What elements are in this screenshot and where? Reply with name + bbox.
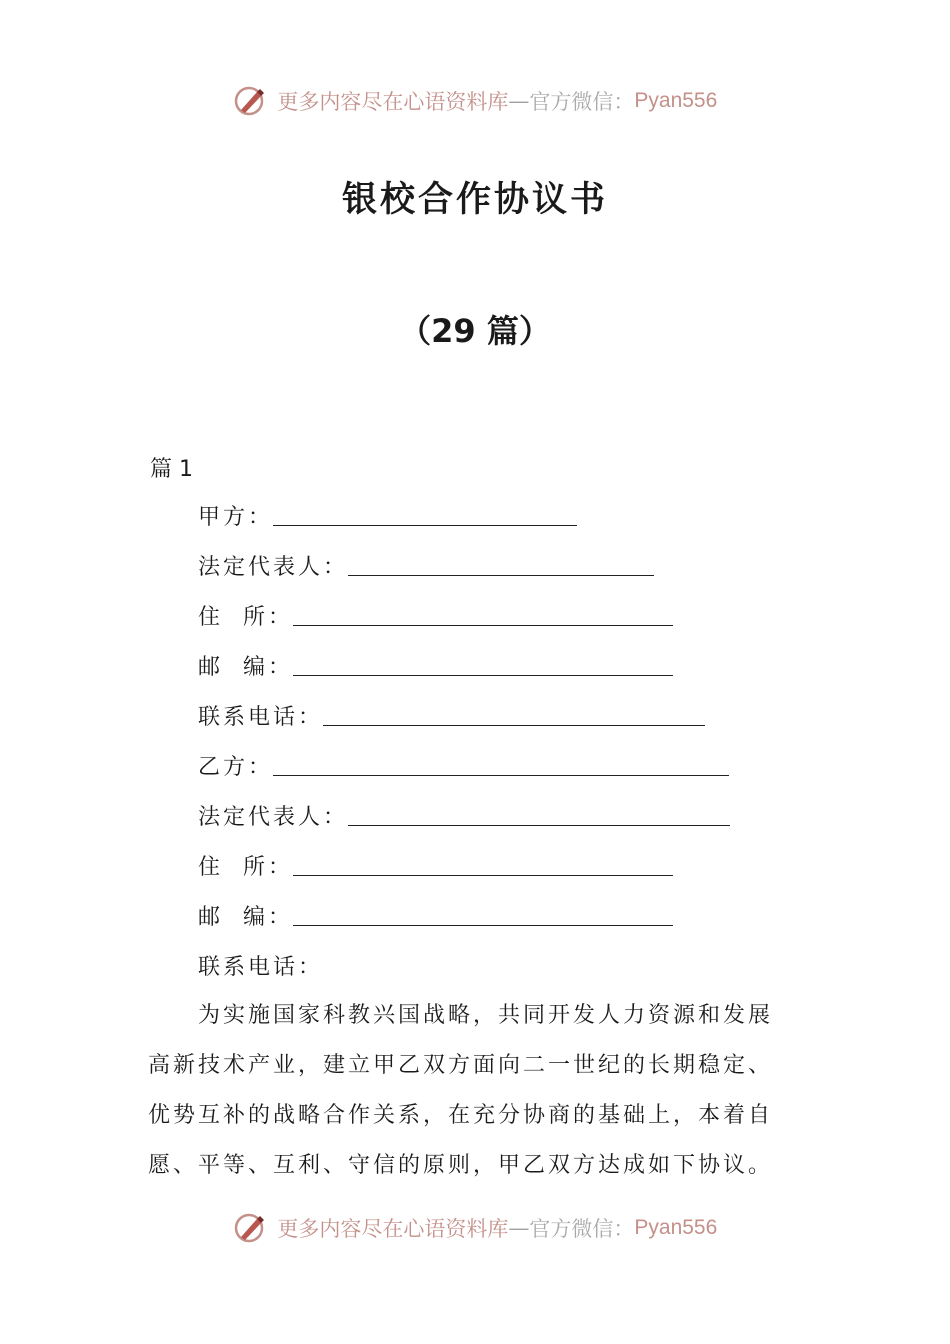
field-label: 邮 编： bbox=[198, 905, 293, 930]
fill-in-blank bbox=[293, 603, 673, 626]
field-label: 法定代表人： bbox=[198, 555, 349, 580]
field-label: 甲方： bbox=[198, 505, 274, 530]
field-party-b-legal-rep bbox=[198, 800, 730, 834]
field-party-a-phone bbox=[198, 700, 705, 734]
watermark-wechat-id: Pyan556 bbox=[634, 1216, 718, 1239]
field-party-b-address bbox=[198, 850, 673, 884]
paragraph-line: 高新技术产业，建立甲乙双方面向二一世纪的长期稳定、 bbox=[148, 1053, 774, 1078]
fill-in-blank bbox=[348, 553, 654, 576]
field-party-a-postcode bbox=[198, 650, 673, 684]
watermark-header bbox=[0, 84, 950, 118]
pen-logo-icon bbox=[233, 84, 267, 118]
section-heading: 篇 1 bbox=[150, 457, 193, 482]
watermark-brand-text: 更多内容尽在心语资料库 bbox=[277, 1217, 509, 1241]
watermark-brand-text: 更多内容尽在心语资料库 bbox=[277, 90, 509, 114]
field-label: 法定代表人： bbox=[198, 805, 349, 830]
field-party-a-legal-rep bbox=[198, 550, 654, 584]
watermark-wechat-label: 官方微信： bbox=[529, 90, 635, 114]
paragraph-line: 愿、平等、互利、守信的原则，甲乙双方达成如下协议。 bbox=[148, 1153, 774, 1178]
document-title: 银校合作协议书 bbox=[341, 180, 608, 220]
field-label: 住 所： bbox=[198, 605, 293, 630]
pen-logo-icon bbox=[233, 1211, 267, 1245]
paragraph-line: 为实施国家科教兴国战略，共同开发人力资源和发展 bbox=[198, 1003, 774, 1028]
fill-in-blank bbox=[293, 653, 673, 676]
fill-in-blank bbox=[273, 753, 729, 776]
fill-in-blank bbox=[273, 503, 577, 526]
field-party-a bbox=[198, 500, 577, 534]
watermark-wechat-id: Pyan556 bbox=[634, 89, 718, 112]
field-label: 乙方： bbox=[198, 755, 274, 780]
fill-in-blank bbox=[323, 703, 705, 726]
field-party-b bbox=[198, 750, 729, 784]
field-label: 住 所： bbox=[198, 855, 293, 880]
field-party-b-postcode bbox=[198, 900, 673, 934]
watermark-separator: — bbox=[508, 89, 530, 113]
watermark-separator: — bbox=[508, 1216, 530, 1240]
fill-in-blank bbox=[293, 853, 673, 876]
field-label: 联系电话： bbox=[198, 955, 324, 980]
paragraph-line: 优势互补的战略合作关系，在充分协商的基础上，本着自 bbox=[148, 1103, 774, 1128]
fill-in-blank bbox=[348, 803, 730, 826]
field-party-a-address bbox=[198, 600, 673, 634]
watermark-wechat-label: 官方微信： bbox=[529, 1217, 635, 1241]
watermark-footer bbox=[0, 1211, 950, 1245]
field-party-b-phone bbox=[198, 950, 323, 984]
document-subtitle: （29 篇） bbox=[399, 312, 551, 350]
field-label: 邮 编： bbox=[198, 655, 293, 680]
field-label: 联系电话： bbox=[198, 705, 324, 730]
fill-in-blank bbox=[293, 903, 673, 926]
